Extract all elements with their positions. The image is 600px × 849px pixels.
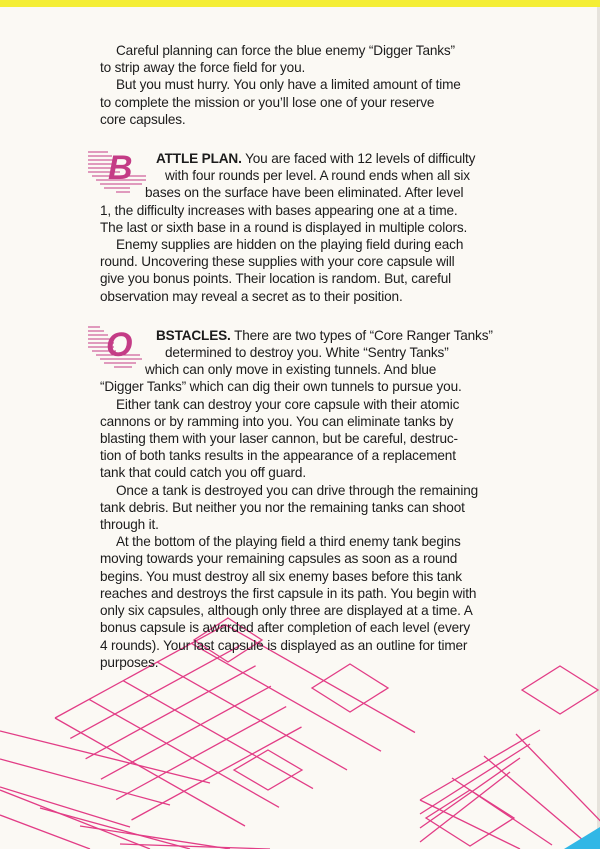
svg-text:O: O (106, 325, 133, 364)
obstacles-section (100, 327, 500, 671)
manual-text (100, 42, 500, 671)
obstacles-line: There are two types of “Core Ranger Tanks” (230, 327, 493, 343)
lattice-line (0, 759, 170, 805)
obstacles-line: begins. You must destroy all six enemy bases before this tank (100, 568, 462, 584)
obstacles-line: 4 rounds). Your last capsule is displayed as an outline for timer (100, 637, 468, 653)
intro-line: Careful planning can force the blue enemy “Digger Tanks” (116, 43, 455, 58)
lattice-diamond (522, 666, 598, 714)
intro-line: But you must hurry. You only have a limited amount of time (116, 77, 461, 93)
battle-plan-line: with four rounds per level. A round ends when all six (165, 168, 470, 184)
obstacles-line: “Digger Tanks” which can dig their own tunnels to pursue you. (100, 379, 462, 395)
svg-text:B: B (108, 149, 133, 188)
battle-plan-first-line (100, 150, 500, 167)
battle-plan-line: Enemy supplies are hidden on the playing field during each (116, 237, 464, 253)
obstacles-first-line (100, 327, 500, 344)
obstacles-line: purposes. (100, 654, 159, 670)
lattice-line (40, 808, 190, 849)
obstacles-dropcap (86, 323, 144, 375)
lattice-line (0, 787, 130, 827)
lattice-line (420, 800, 520, 849)
battle-plan-line: The last or sixth base in a round is displayed in multiple colors. (100, 219, 468, 235)
lattice-diamond (312, 664, 388, 712)
battle-plan-line: bases on the surface have been eliminated. After level (145, 185, 464, 201)
obstacles-line: At the bottom of the playing field a third enemy tank begins (116, 534, 461, 550)
lattice-line (0, 790, 150, 849)
battle-plan-line: give you bonus points. Their location is random. But, careful (100, 271, 452, 287)
obstacles-line: cannons or by ramming into you. You can eliminate tanks by (100, 413, 454, 429)
obstacles-line: blasting them with your laser cannon, but be careful, destruc- (100, 431, 458, 447)
obstacles-line: bonus capsule is awarded after completion of each level (every (100, 620, 471, 636)
intro-line: core capsules. (100, 111, 186, 127)
obstacles-line: tank that could catch you off guard. (100, 465, 306, 481)
intro-line: to complete the mission or you’ll lose one of your reserve (100, 94, 435, 110)
obstacles-line: determined to destroy you. White “Sentry Tanks” (165, 345, 449, 361)
obstacles-line: Once a tank is destroyed you can drive through the remaining (116, 482, 479, 498)
lattice-line (0, 731, 210, 783)
obstacles-line: only six capsules, although only three are displayed at a time. A (100, 603, 473, 619)
battle-plan-dropcap (86, 146, 144, 198)
intro-line: to strip away the force field for you. (100, 60, 306, 76)
battle-plan-line: observation may reveal a secret as to their position. (100, 288, 403, 304)
obstacles-line: tank debris. But neither you nor the remaining tanks can shoot (100, 499, 465, 515)
lattice-line (420, 744, 530, 814)
battle-plan-line: 1, the difficulty increases with bases appearing one at a time. (100, 202, 458, 218)
obstacles-line: through it. (100, 517, 159, 533)
lattice-line (101, 686, 271, 779)
battle-plan-line: round. Uncovering these supplies with your core capsule will (100, 254, 455, 270)
lattice-line (452, 778, 552, 845)
obstacles-line: which can only move in existing tunnels. And blue (145, 362, 437, 378)
battle-plan-heading: ATTLE PLAN. (156, 151, 242, 167)
obstacles-line: moving towards your remaining capsules as soon as a round (100, 551, 458, 567)
obstacles-line: tion of both tanks results in the appearance of a replacement (100, 448, 456, 464)
obstacles-line: Either tank can destroy your core capsule with their atomic (116, 396, 460, 412)
battle-plan-section (100, 150, 500, 305)
intro-section (100, 42, 500, 128)
obstacles-heading: BSTACLES. (156, 327, 231, 343)
lattice-diamond (234, 750, 302, 790)
lattice-diamond (426, 790, 514, 846)
lattice-line (420, 758, 520, 828)
battle-plan-line: You are faced with 12 levels of difficulty (241, 151, 476, 167)
obstacles-line: reaches and destroys the first capsule in its path. You begin with (100, 585, 477, 601)
lattice-line (516, 734, 600, 837)
